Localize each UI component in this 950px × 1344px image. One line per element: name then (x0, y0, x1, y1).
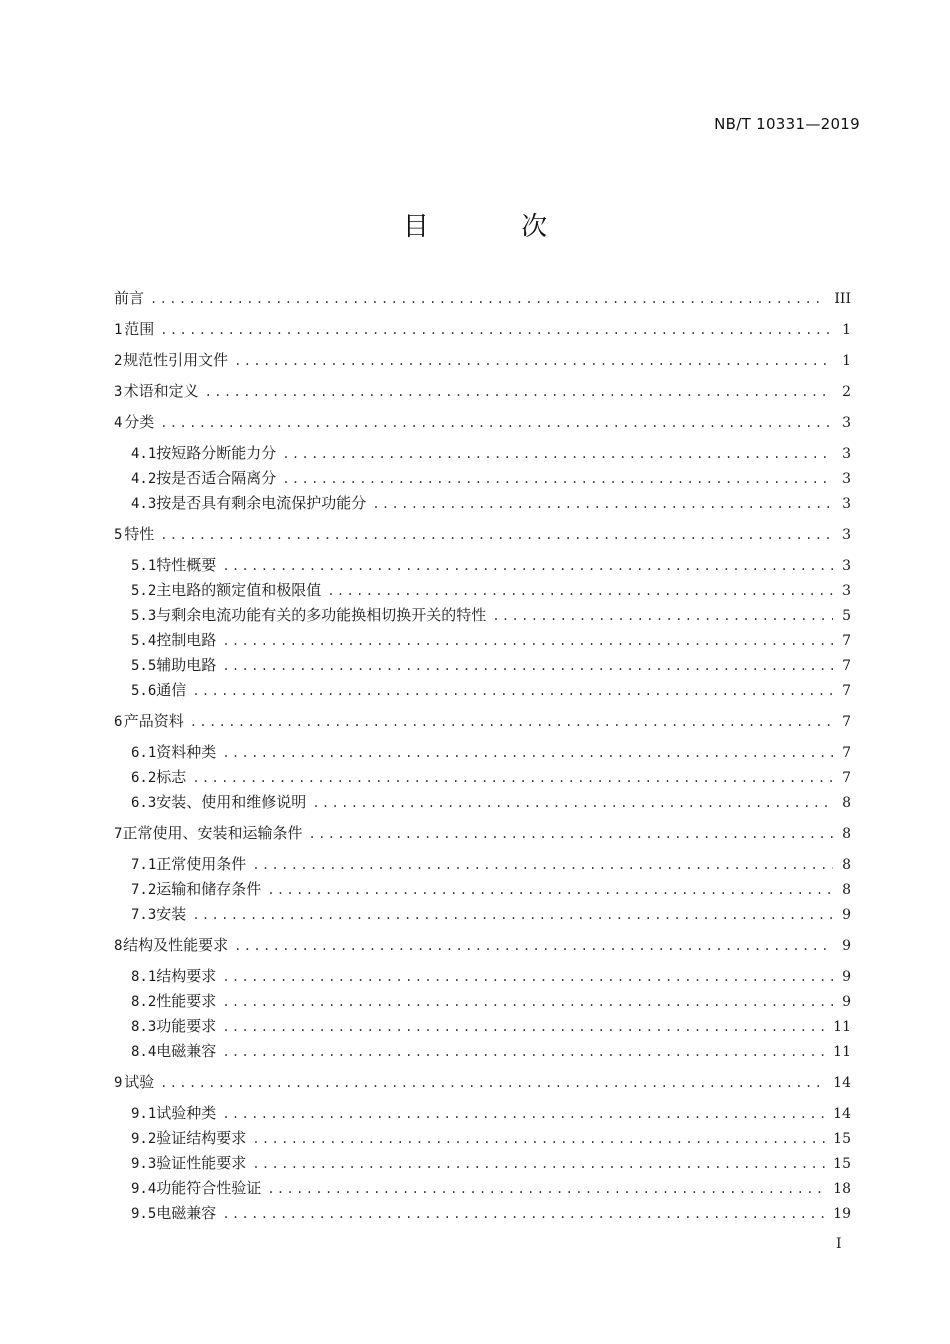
toc-entry-page: 7 (842, 633, 851, 649)
toc-entry[interactable] (131, 741, 851, 763)
toc-dot-leader (252, 1128, 825, 1150)
toc-entry-page: 2 (842, 384, 851, 400)
toc-entry-title: 运输和储存条件 (156, 880, 262, 898)
toc-dot-leader (267, 879, 833, 901)
toc-entry-title: 特性概要 (156, 556, 217, 574)
toc-entry[interactable] (131, 853, 851, 875)
toc-entry-title: 结构要求 (156, 967, 217, 985)
toc-entry[interactable] (131, 467, 851, 489)
toc-entry[interactable] (131, 579, 851, 601)
toc-dot-leader (222, 1016, 825, 1038)
toc-dot-leader (267, 1178, 825, 1200)
toc-dot-leader (160, 524, 833, 546)
toc-entry[interactable] (114, 822, 851, 844)
toc-entry-title: 辅助电路 (156, 656, 217, 674)
toc-entry[interactable] (131, 1015, 851, 1037)
toc-entry[interactable] (114, 318, 851, 340)
toc-entry-page: 3 (842, 446, 851, 462)
toc-dot-leader (222, 966, 833, 988)
toc-entry[interactable] (131, 990, 851, 1012)
toc-entry-page: 9 (842, 969, 851, 985)
toc-entry-page: 3 (842, 415, 851, 431)
toc-entry-number: 6.2 (131, 770, 157, 786)
toc-entry-page: 15 (833, 1156, 851, 1172)
toc-entry-title: 验证性能要求 (156, 1154, 247, 1172)
toc-entry[interactable] (131, 903, 851, 925)
toc-entry-number: 9.5 (131, 1206, 157, 1222)
toc-entry-number: 4.1 (131, 446, 157, 462)
toc-entry-number: 5.1 (131, 558, 157, 574)
toc-dot-leader (222, 655, 833, 677)
toc-entry-number: 1 (114, 322, 123, 338)
toc-entry[interactable] (131, 442, 851, 464)
toc-dot-leader (327, 580, 833, 602)
page-title: 目 次 (402, 212, 590, 242)
toc-dot-leader (222, 555, 833, 577)
toc-entry-title: 功能要求 (156, 1017, 217, 1035)
toc-entry[interactable] (131, 1152, 851, 1174)
toc-entry-page: 14 (833, 1106, 851, 1122)
toc-entry[interactable] (131, 1102, 851, 1124)
toc-entry[interactable] (114, 287, 851, 309)
toc-entry-title: 特性 (124, 525, 155, 543)
toc-entry-number: 4 (114, 415, 123, 431)
toc-entry-title: 规范性引用文件 (123, 351, 229, 369)
toc-entry[interactable] (131, 679, 851, 701)
toc-entry-number: 8.2 (131, 994, 157, 1010)
toc-dot-leader (282, 443, 833, 465)
toc-entry-page: 3 (842, 527, 851, 543)
toc-entry[interactable] (114, 934, 851, 956)
toc-entry-page: 8 (842, 857, 851, 873)
toc-entry-page: 9 (842, 994, 851, 1010)
toc-entry-number: 5.6 (131, 683, 157, 699)
toc-entry-title: 范围 (124, 320, 155, 338)
toc-dot-leader (192, 904, 833, 926)
toc-entry[interactable] (131, 791, 851, 813)
toc-entry-number: 7.3 (131, 907, 157, 923)
toc-entry[interactable] (131, 1040, 851, 1062)
toc-entry-page: 3 (842, 496, 851, 512)
toc-entry-title: 标志 (156, 768, 187, 786)
toc-entry-number: 5.3 (131, 608, 157, 624)
toc-entry-page: 7 (842, 770, 851, 786)
toc-entry-title: 产品资料 (123, 712, 184, 730)
toc-entry-page: 3 (842, 471, 851, 487)
toc-entry[interactable] (114, 710, 851, 732)
toc-entry[interactable] (131, 629, 851, 651)
toc-entry-page: 8 (842, 795, 851, 811)
toc-entry-number: 5.5 (131, 658, 157, 674)
toc-entry-title: 控制电路 (156, 631, 217, 649)
toc-dot-leader (492, 605, 833, 627)
toc-entry-number: 7.1 (131, 857, 157, 873)
toc-dot-leader (205, 381, 833, 403)
toc-entry-page: 7 (842, 745, 851, 761)
toc-entry-page: 9 (842, 907, 851, 923)
toc-entry[interactable] (114, 523, 851, 545)
toc-entry-title: 分类 (124, 413, 155, 431)
toc-entry-title: 与剩余电流功能有关的多功能换相切换开关的特性 (156, 606, 487, 624)
toc-entry-number: 9.2 (131, 1131, 157, 1147)
toc-entry-page: 1 (842, 353, 851, 369)
toc-entry-number: 8.3 (131, 1019, 157, 1035)
toc-dot-leader (222, 1203, 825, 1225)
toc-entry-title: 试验 (124, 1073, 155, 1091)
toc-entry-title: 正常使用条件 (156, 855, 247, 873)
toc-entry-title: 性能要求 (156, 992, 217, 1010)
toc-dot-leader (190, 711, 833, 733)
toc-entry-number: 9 (114, 1075, 123, 1091)
toc-entry-number: 8 (114, 938, 123, 954)
toc-entry-title: 资料种类 (156, 743, 217, 761)
toc-dot-leader (222, 991, 833, 1013)
toc-entry[interactable] (131, 878, 851, 900)
toc-dot-leader (150, 288, 826, 310)
toc-entry-page: 8 (842, 826, 851, 842)
toc-entry-page: 3 (842, 558, 851, 574)
toc-dot-leader (282, 468, 833, 490)
toc-entry-title: 按短路分断能力分 (156, 444, 277, 462)
toc-entry-number: 8.4 (131, 1044, 157, 1060)
toc-entry-title: 术语和定义 (123, 382, 199, 400)
toc-dot-leader (252, 854, 833, 876)
toc-entry[interactable] (131, 604, 851, 626)
toc-dot-leader (222, 1103, 825, 1125)
toc-entry[interactable] (131, 654, 851, 676)
toc-entry-title: 安装、使用和维修说明 (156, 793, 307, 811)
toc-entry-page: 7 (842, 658, 851, 674)
toc-dot-leader (234, 935, 833, 957)
toc-dot-leader (312, 792, 833, 814)
toc-entry[interactable] (114, 349, 851, 371)
toc-entry-number: 2 (114, 353, 123, 369)
toc-entry[interactable] (131, 766, 851, 788)
toc-entry-title: 通信 (156, 681, 187, 699)
toc-entry-page: 15 (833, 1131, 851, 1147)
toc-entry-page: 9 (842, 938, 851, 954)
toc-entry-title: 验证结构要求 (156, 1129, 247, 1147)
toc-dot-leader (372, 493, 833, 515)
toc-dot-leader (160, 412, 833, 434)
toc-entry[interactable] (131, 965, 851, 987)
toc-entry-number: 7.2 (131, 882, 157, 898)
toc-dot-leader (192, 680, 833, 702)
toc-entry-page: 5 (842, 608, 851, 624)
toc-entry-page: 8 (842, 882, 851, 898)
toc-entry-title: 电磁兼容 (156, 1204, 217, 1222)
toc-entry-number: 9.3 (131, 1156, 157, 1172)
toc-dot-leader (192, 767, 833, 789)
toc-entry-title: 正常使用、安装和运输条件 (122, 824, 303, 842)
toc-entry[interactable] (131, 1127, 851, 1149)
toc-entry[interactable] (114, 411, 851, 433)
toc-entry-number: 7 (114, 826, 123, 842)
toc-entry-number: 9.4 (131, 1181, 157, 1197)
toc-entry-page: 19 (833, 1206, 851, 1222)
toc-entry[interactable] (131, 554, 851, 576)
toc-entry-number: 5.4 (131, 633, 157, 649)
toc-dot-leader (222, 630, 833, 652)
toc-entry-number: 4.3 (131, 496, 157, 512)
toc-entry-page: 18 (833, 1181, 851, 1197)
toc-entry-title: 试验种类 (156, 1104, 217, 1122)
toc-entry-title: 按是否适合隔离分 (156, 469, 277, 487)
toc-entry-title: 前言 (114, 289, 145, 307)
toc-entry[interactable] (131, 492, 851, 514)
toc-entry-number: 3 (114, 384, 123, 400)
toc-entry-page: 7 (842, 714, 851, 730)
toc-dot-leader (222, 742, 833, 764)
toc-entry-page: 14 (833, 1075, 851, 1091)
toc-entry-page: III (834, 291, 851, 307)
toc-dot-leader (252, 1153, 825, 1175)
toc-entry-number: 5 (114, 527, 123, 543)
standard-code: NB/T 10331—2019 (714, 115, 860, 133)
toc-entry-title: 结构及性能要求 (123, 936, 229, 954)
toc-entry[interactable] (131, 1177, 851, 1199)
toc-entry-page: 3 (842, 583, 851, 599)
toc-entry-number: 6.3 (131, 795, 157, 811)
toc-dot-leader (160, 1072, 825, 1094)
toc-entry-title: 电磁兼容 (156, 1042, 217, 1060)
toc-entry-page: 11 (833, 1044, 851, 1060)
toc-entry-number: 5.2 (131, 583, 157, 599)
toc-entry-number: 6 (114, 714, 123, 730)
toc-entry-page: 1 (842, 322, 851, 338)
toc-entry-title: 主电路的额定值和极限值 (156, 581, 322, 599)
toc-entry-title: 功能符合性验证 (156, 1179, 262, 1197)
toc-entry-title: 按是否具有剩余电流保护功能分 (156, 494, 367, 512)
toc-entry-number: 6.1 (131, 745, 157, 761)
toc-dot-leader (308, 823, 833, 845)
toc-dot-leader (222, 1041, 825, 1063)
page-number: I (836, 1236, 842, 1252)
toc-entry-page: 11 (833, 1019, 851, 1035)
toc-entry-title: 安装 (156, 905, 187, 923)
toc-entry-page: 7 (842, 683, 851, 699)
toc-entry[interactable] (114, 380, 851, 402)
toc-dot-leader (160, 319, 833, 341)
toc-entry-number: 9.1 (131, 1106, 157, 1122)
toc-entry[interactable] (131, 1202, 851, 1224)
toc-dot-leader (234, 350, 833, 372)
toc-entry-number: 8.1 (131, 969, 157, 985)
toc-entry-number: 4.2 (131, 471, 157, 487)
toc-entry[interactable] (114, 1071, 851, 1093)
